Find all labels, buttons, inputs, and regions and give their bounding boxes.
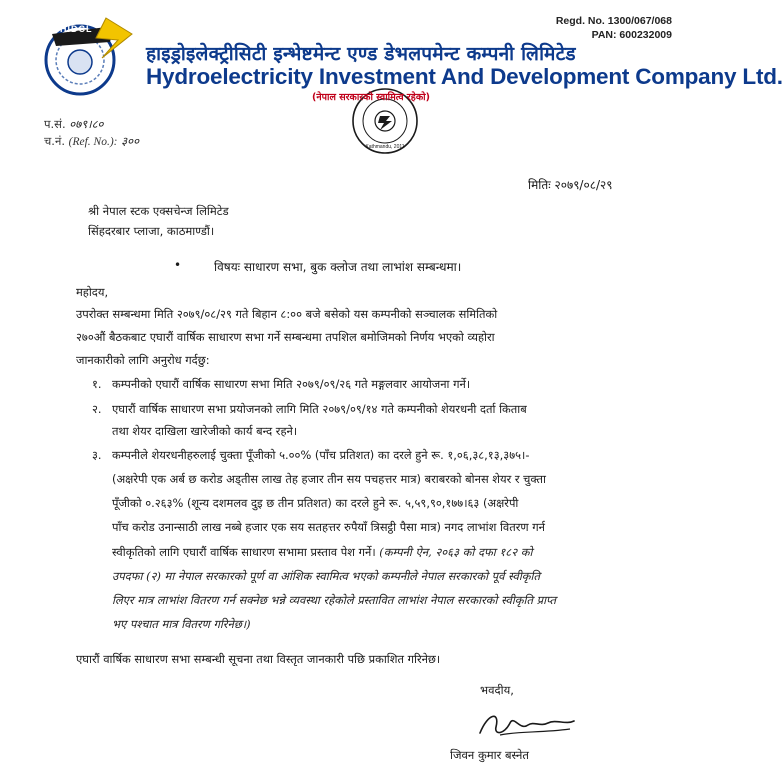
item-2-line-1: एघारौं वार्षिक साधारण सभा प्रयोजनको लागि मिति २०७९/०९/१४ गते कम्पनीको शेयरधनी दर्ता किताब — [112, 402, 527, 416]
item-3-handnote-1: (कम्पनी ऐन, २०६३ को दफा १८२ को — [379, 545, 533, 559]
pan-no: PAN: 600232009 — [591, 29, 672, 41]
item-3-number: ३. — [92, 448, 102, 462]
company-name-english: Hydroelectricity Investment And Development Company Ltd. — [146, 64, 783, 89]
item-3-line-3: पूँजीको ०.२६३% (शून्य दशमलव दुइ छ तीन प्रतिशत) का दरले हुने रू. ५,५९,९०,१७७।६३ (अक्षरेपी — [112, 496, 519, 510]
regd-no: Regd. No. 1300/067/068 — [555, 15, 672, 27]
item-3-line-1: कम्पनीले शेयरधनीहरुलाई चुक्ता पूँजीको ५.००% (पाँच प्रतिशत) का दरले हुने रू. १,०६,३८,१३,३७५।- — [112, 448, 530, 462]
letter-date: मितिः २०७९/०८/२९ — [528, 178, 613, 192]
cn-label: च.नं. — [44, 134, 65, 148]
item-2-number: २. — [92, 402, 102, 416]
signature — [470, 705, 580, 745]
registration-info — [556, 14, 672, 42]
signer-name: जिवन कुमार बस्नेत — [450, 748, 529, 762]
ps-line — [44, 116, 139, 133]
cn-line — [44, 133, 139, 151]
item-3-line-5: स्वीकृतिको लागि एघारौं वार्षिक साधारण सभामा प्रस्ताव पेश गर्ने। (कम्पनी ऐन, २०६३ को दफा १८२ को — [112, 545, 533, 559]
reference-block — [44, 116, 139, 151]
ps-value: ०७९।८० — [69, 117, 104, 131]
cn-ref: (Ref. No.): — [68, 136, 118, 148]
letter-subject: • विषयः साधारण सभा, बुक क्लोज तथा लाभांश सम्बन्धमा। — [174, 258, 462, 274]
item-1-number: १. — [92, 377, 102, 391]
recipient-address — [88, 201, 229, 241]
ps-label: प.सं. — [44, 117, 66, 131]
item-3-handnote-3: लिएर मात्र लाभांश वितरण गर्न सक्नेछ भन्ने व्यवस्था रहेकोले प्रस्तावित लाभांश नेपाल सरकारको स्वीकृति प्राप्त — [112, 593, 557, 607]
recipient-line-2: सिंहदरबार प्लाजा, काठमाण्डौं। — [88, 224, 215, 238]
intro-line-3: जानकारीको लागि अनुरोध गर्दछु: — [76, 353, 210, 367]
salutation: महोदय, — [76, 285, 109, 299]
government-ownership-note: (नेपाल सरकारको स्वामित्व रहेको) — [312, 92, 430, 103]
company-name-nepali: हाइड्रोइलेक्ट्रीसिटी इन्भेष्टमेन्ट एण्ड डेभलपमेन्ट कम्पनी लिमिटेड — [146, 43, 576, 65]
cn-value: ३०० — [121, 134, 140, 148]
intro-line-1: उपरोक्त सम्बन्धमा मिति २०७९/०८/२९ गते बिहान ८:०० बजे बसेको यस कम्पनीको सञ्चालक समितिको — [76, 307, 498, 321]
svg-text:Kathmandu, 2011: Kathmandu, 2011 — [365, 144, 405, 150]
item-2-line-2: तथा शेयर दाखिला खारेजीको कार्य बन्द रहने। — [112, 424, 298, 438]
item-3-line-2: (अक्षरेपी एक अर्ब छ करोड अड्तीस लाख तेह हजार तीन सय पचहत्तर मात्र) बराबरको बोनस शेयर र चुक्ता — [112, 472, 546, 486]
closing-paragraph: एघारौं वार्षिक साधारण सभा सम्बन्धी सूचना तथा विस्तृत जानकारी पछि प्रकाशित गरिनेछ। — [76, 652, 441, 666]
item-3-handnote-4: भए पश्चात मात्र वितरण गरिनेछ।) — [112, 617, 251, 631]
intro-line-2: २७०औं बैठकबाट एघारौं वार्षिक साधारण सभा गर्ने सम्बन्धमा तपशिल बमोजिमको निर्णय भएको व्यहोरा — [76, 330, 495, 344]
sign-off: भवदीय, — [480, 683, 514, 697]
logo-text: HIDCL — [60, 24, 93, 34]
item-3-handnote-2: उपदफा (२) मा नेपाल सरकारको पूर्ण वा आंशिक स्वामित्व भएको कम्पनीले नेपाल सरकारको पूर्व स्वीकृति — [112, 569, 540, 583]
recipient-line-1: श्री नेपाल स्टक एक्सचेन्ज लिमिटेड — [88, 204, 229, 218]
item-3-line-4: पाँच करोड उनान्साठी लाख नब्बे हजार एक सय सतहत्तर रुपैयाँ त्रिसट्ठी पैसा मात्र) नगद लाभांश वितरण गर्न — [112, 520, 545, 534]
item-1-line-1: कम्पनीको एघारौं वार्षिक साधारण सभा मिति २०७९/०९/२६ गते मङ्गलवार आयोजना गर्ने। — [112, 377, 471, 391]
